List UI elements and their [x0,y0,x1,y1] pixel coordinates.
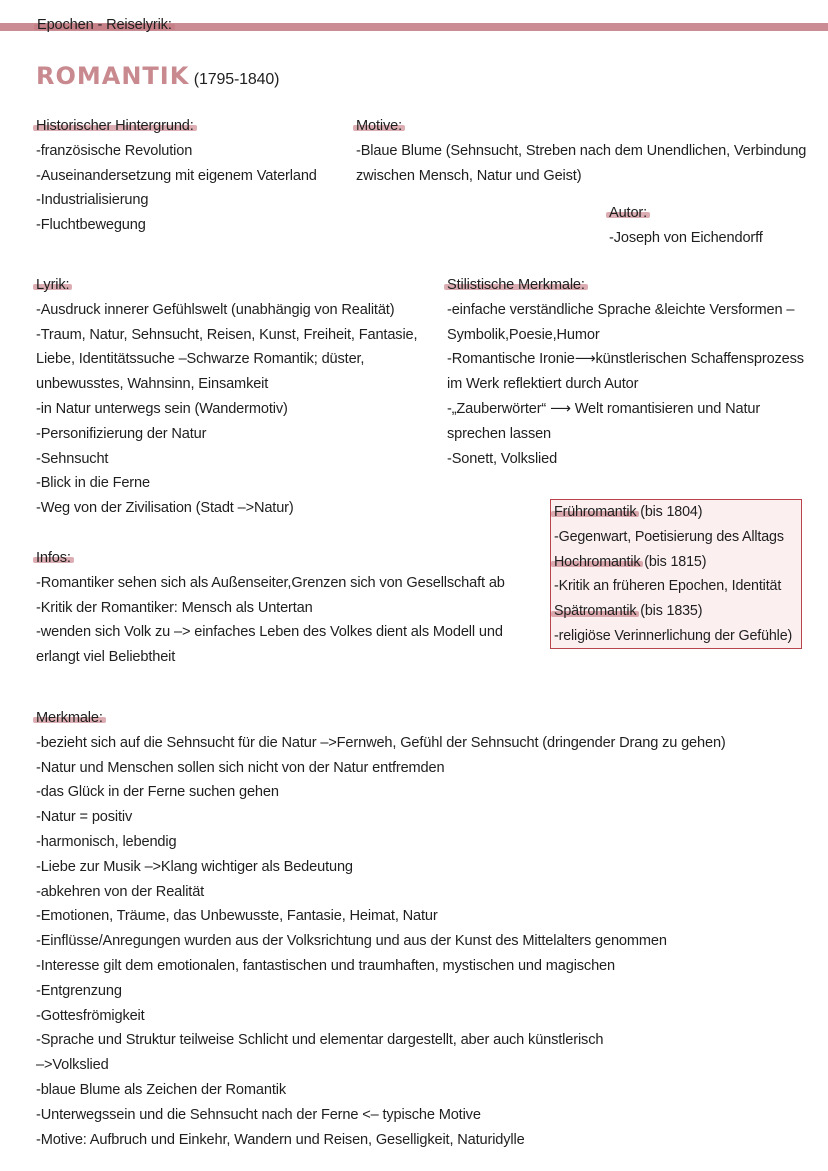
historical-heading: Historischer Hintergrund: [36,114,194,139]
list-item: -bezieht sich auf die Sehnsucht für die Natur –>Fernweh, Gefühl der Sehnsucht (dringender Drang zu gehen) [36,734,726,751]
list-item: -Traum, Natur, Sehnsucht, Reisen, Kunst, Freiheit, Fantasie, [36,326,418,343]
epoch-label: Epochen - Reiselyrik: [37,13,172,38]
list-item: -Kritik der Romantiker: Mensch als Untertan [36,599,313,616]
list-item: -Ausdruck innerer Gefühlswelt (unabhängig von Realität) [36,301,395,318]
list-item: -Sehnsucht [36,450,109,467]
motives-heading: Motive: [356,114,402,139]
list-item: -Industrialisierung [36,192,149,209]
list-item: Symbolik,Poesie,Humor [447,326,600,343]
section-stylistic [447,273,804,471]
section-features [36,706,726,1152]
section-motives [356,114,806,188]
list-item: -Unterwegssein und die Sehnsucht nach der Ferne <– typische Motive [36,1106,481,1123]
list-item: -in Natur unterwegs sein (Wandermotiv) [36,400,288,417]
list-item: –>Volkslied [36,1057,109,1074]
phase-high-desc: -Kritik an früheren Epochen, Identität [554,578,782,595]
list-item: -Motive: Aufbruch und Einkehr, Wandern und Reisen, Geselligkeit, Naturidylle [36,1131,525,1148]
section-author [609,201,763,251]
list-item: -Gottesfrömigkeit [36,1007,145,1024]
title-word: ROMANTIK [36,62,190,90]
list-item: -Liebe zur Musik –>Klang wichtiger als Bedeutung [36,858,353,875]
phase-late [554,599,792,624]
section-historical [36,114,317,238]
section-infos [36,546,505,670]
features-heading: Merkmale: [36,706,103,731]
list-item: -abkehren von der Realität [36,883,205,900]
section-lyrik [36,273,417,521]
list-item: -Sonett, Volkslied [447,450,558,467]
phase-early-desc: -Gegenwart, Poetisierung des Alltags [554,528,784,545]
list-item: -Natur = positiv [36,809,133,826]
stylistic-heading: Stilistische Merkmale: [447,273,585,298]
list-item: erlangt viel Beliebtheit [36,649,176,666]
phase-late-desc: -religiöse Verinnerlichung der Gefühle) [554,627,793,644]
list-item: -Fluchtbewegung [36,217,146,234]
phase-high-years: (bis 1815) [640,553,707,570]
list-item: zwischen Mensch, Natur und Geist) [356,167,582,184]
list-item: -Interesse gilt dem emotionalen, fantastischen und traumhaften, mystischen und magischen [36,957,615,974]
list-item: unbewusstes, Wahnsinn, Einsamkeit [36,376,269,393]
list-item: -Natur und Menschen sollen sich nicht von der Natur entfremden [36,759,445,776]
phase-high-label: Hochromantik [554,550,640,575]
list-item: -wenden sich Volk zu –> einfaches Leben des Volkes dient als Modell und [36,624,503,641]
list-item: -französische Revolution [36,142,193,159]
phase-late-label: Spätromantik [554,599,636,624]
phase-high [554,550,792,575]
list-item: im Werk reflektiert durch Autor [447,376,639,393]
author-name: -Joseph von Eichendorff [609,229,763,246]
page-title [36,62,279,94]
list-item: -harmonisch, lebendig [36,833,177,850]
list-item: -Blaue Blume (Sehnsucht, Streben nach dem Unendlichen, Verbindung [356,142,807,159]
lyrik-heading: Lyrik: [36,273,69,298]
list-item: -blaue Blume als Zeichen der Romantik [36,1081,286,1098]
phase-early [554,500,792,525]
list-item: -Weg von der Zivilisation (Stadt –>Natur) [36,500,294,517]
list-item: -das Glück in der Ferne suchen gehen [36,784,279,801]
list-item: -Auseinandersetzung mit eigenem Vaterland [36,167,317,184]
list-item: -einfache verständliche Sprache &leichte Versformen – [447,301,795,318]
phase-early-years: (bis 1804) [636,504,703,520]
title-years: (1795-1840) [193,71,280,88]
list-item: -Personifizierung der Natur [36,425,207,442]
phase-late-years: (bis 1835) [636,603,703,620]
list-item: Liebe, Identitätssuche –Schwarze Romantik; düster, [36,351,365,368]
author-heading: Autor: [609,201,647,226]
infos-heading: Infos: [36,546,71,571]
list-item: -„Zauberwörter“ ⟶ Welt romantisieren und Natur [447,400,761,417]
phases-box [550,499,802,649]
list-item: -Blick in die Ferne [36,475,150,492]
list-item: sprechen lassen [447,425,552,442]
list-item: -Emotionen, Träume, das Unbewusste, Fantasie, Heimat, Natur [36,908,438,925]
list-item: -Romantiker sehen sich als Außenseiter,Grenzen sich von Gesellschaft ab [36,574,505,591]
phase-early-label: Frühromantik [554,500,636,525]
list-item: -Romantische Ironie⟶künstlerischen Schaffensprozess [447,351,804,368]
list-item: -Einflüsse/Anregungen wurden aus der Volksrichtung und aus der Kunst des Mittelalters genommen [36,933,667,950]
list-item: -Sprache und Struktur teilweise Schlicht und elementar dargestellt, aber auch künstlerisch [36,1032,604,1049]
list-item: -Entgrenzung [36,982,122,999]
